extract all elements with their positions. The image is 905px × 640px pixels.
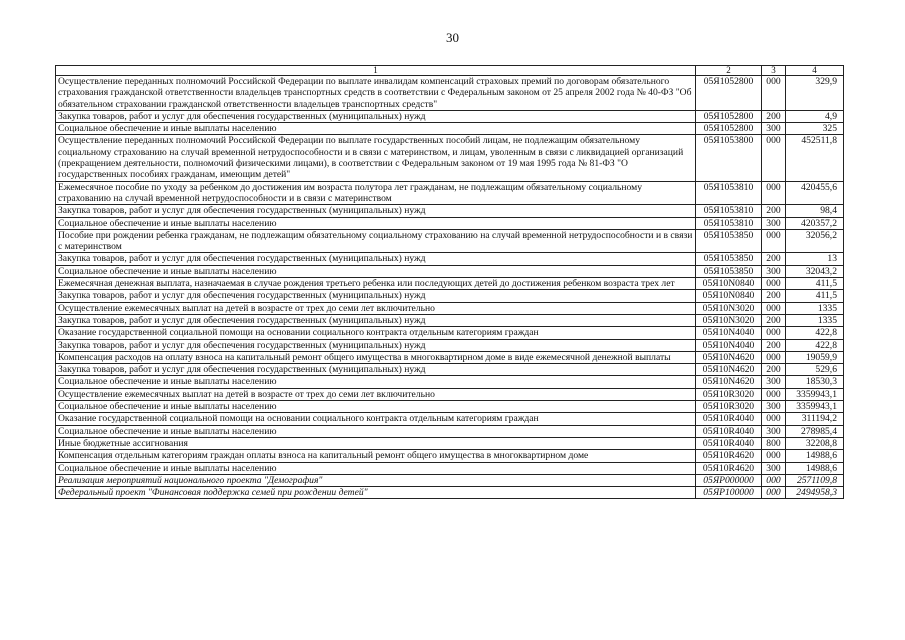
row-amount-cell: 3359943,1 bbox=[786, 388, 844, 400]
table-row bbox=[56, 351, 844, 363]
row-type-cell: 000 bbox=[762, 76, 786, 111]
table-body bbox=[56, 76, 844, 499]
row-type-cell: 800 bbox=[762, 437, 786, 449]
table-row bbox=[56, 425, 844, 437]
row-amount-cell: 1335 bbox=[786, 314, 844, 326]
row-code-cell: 05Я1053850 bbox=[696, 253, 762, 265]
row-name-cell: Иные бюджетные ассигнования bbox=[56, 437, 696, 449]
row-type-cell: 300 bbox=[762, 265, 786, 277]
row-code-cell: 05Я1052800 bbox=[696, 123, 762, 135]
table-row bbox=[56, 229, 844, 253]
table-row bbox=[56, 123, 844, 135]
row-amount-cell: 325 bbox=[786, 123, 844, 135]
row-name-cell: Социальное обеспечение и иные выплаты населению bbox=[56, 425, 696, 437]
row-code-cell: 05Я10R4040 bbox=[696, 425, 762, 437]
row-name-cell: Закупка товаров, работ и услуг для обеспечения государственных (муниципальных) нужд bbox=[56, 290, 696, 302]
row-code-cell: 05Я1052800 bbox=[696, 110, 762, 122]
table-row bbox=[56, 110, 844, 122]
row-code-cell: 05Я10N3020 bbox=[696, 302, 762, 314]
table-row bbox=[56, 437, 844, 449]
row-name-cell: Социальное обеспечение и иные выплаты населению bbox=[56, 376, 696, 388]
row-type-cell: 200 bbox=[762, 364, 786, 376]
row-amount-cell: 18530,3 bbox=[786, 376, 844, 388]
row-amount-cell: 420455,6 bbox=[786, 181, 844, 205]
row-type-cell: 300 bbox=[762, 376, 786, 388]
row-code-cell: 05Я10N0840 bbox=[696, 278, 762, 290]
row-type-cell: 000 bbox=[762, 135, 786, 181]
table-header-row bbox=[56, 66, 844, 76]
row-type-cell: 200 bbox=[762, 205, 786, 217]
row-amount-cell: 420357,2 bbox=[786, 217, 844, 229]
row-type-cell: 000 bbox=[762, 302, 786, 314]
row-code-cell: 05Я1052800 bbox=[696, 76, 762, 111]
table-row bbox=[56, 135, 844, 181]
row-type-cell: 200 bbox=[762, 253, 786, 265]
row-amount-cell: 2571109,8 bbox=[786, 474, 844, 486]
row-code-cell: 05Я1053850 bbox=[696, 229, 762, 253]
header-col-type: 3 bbox=[762, 66, 786, 76]
table-row bbox=[56, 327, 844, 339]
row-amount-cell: 98,4 bbox=[786, 205, 844, 217]
row-code-cell: 05Я1053810 bbox=[696, 217, 762, 229]
row-amount-cell: 32056,2 bbox=[786, 229, 844, 253]
row-name-cell: Осуществление переданных полномочий Российской Федерации по выплате инвалидам компенсаций страховых премий по договорам обязательного страхования гражданской ответственности владельцев транспортных средств в соответствии с Федеральным законом от 25 апреля 2002 года № 40-ФЗ "Об обязательном страховании гражданской ответственности владельцев транспортных средств" bbox=[56, 76, 696, 111]
row-name-cell: Ежемесячная денежная выплата, назначаемая в случае рождения третьего ребенка или последующих детей до достижения ребенком возраста трех лет bbox=[56, 278, 696, 290]
table-row bbox=[56, 474, 844, 486]
table-row bbox=[56, 76, 844, 111]
row-code-cell: 05Я10N4040 bbox=[696, 339, 762, 351]
row-name-cell: Оказание государственной социальной помощи на основании социального контракта отдельным категориям граждан bbox=[56, 413, 696, 425]
row-name-cell: Компенсация расходов на оплату взноса на капитальный ремонт общего имущества в многоквартирном доме в виде ежемесячной денежной выплаты bbox=[56, 351, 696, 363]
row-amount-cell: 452511,8 bbox=[786, 135, 844, 181]
row-code-cell: 05Я10N4620 bbox=[696, 351, 762, 363]
row-code-cell: 05Я10R3020 bbox=[696, 401, 762, 413]
row-name-cell: Социальное обеспечение и иные выплаты населению bbox=[56, 462, 696, 474]
row-name-cell: Компенсация отдельным категориям граждан оплаты взноса на капитальный ремонт общего имущества в многоквартирном доме bbox=[56, 450, 696, 462]
row-amount-cell: 329,9 bbox=[786, 76, 844, 111]
row-amount-cell: 422,8 bbox=[786, 327, 844, 339]
row-name-cell: Оказание государственной социальной помощи на основании социального контракта отдельным категориям граждан bbox=[56, 327, 696, 339]
row-type-cell: 000 bbox=[762, 327, 786, 339]
table-row bbox=[56, 364, 844, 376]
table-row bbox=[56, 302, 844, 314]
table-row bbox=[56, 487, 844, 499]
row-type-cell: 000 bbox=[762, 351, 786, 363]
row-name-cell: Закупка товаров, работ и услуг для обеспечения государственных (муниципальных) нужд bbox=[56, 253, 696, 265]
row-name-cell: Осуществление переданных полномочий Российской Федерации по выплате государственных пособий лицам, не подлежащим обязательному социальному страхованию на случай временной нетрудоспособности и в связи с материнством, и лицам, уволенным в связи с ликвидацией организаций (прекращением деятельности, полномочий физическими лицами), в соответствии с Федеральным законом от 19 мая 1995 года № 81-ФЗ "О государственных пособиях гражданам, имеющим детей" bbox=[56, 135, 696, 181]
row-type-cell: 000 bbox=[762, 181, 786, 205]
row-type-cell: 000 bbox=[762, 413, 786, 425]
row-name-cell: Осуществление ежемесячных выплат на детей в возрасте от трех до семи лет включительно bbox=[56, 388, 696, 400]
row-code-cell: 05Я10R4620 bbox=[696, 462, 762, 474]
budget-table bbox=[55, 65, 844, 499]
row-code-cell: 05Я10N4620 bbox=[696, 376, 762, 388]
row-code-cell: 05Я10R4040 bbox=[696, 413, 762, 425]
row-type-cell: 200 bbox=[762, 314, 786, 326]
row-name-cell: Ежемесячное пособие по уходу за ребенком до достижения им возраста полутора лет гражданам, не подлежащим обязательному социальному страхованию на случай временной нетрудоспособности и в связи с материнством bbox=[56, 181, 696, 205]
table-row bbox=[56, 253, 844, 265]
row-name-cell: Социальное обеспечение и иные выплаты населению bbox=[56, 265, 696, 277]
header-col-amount: 4 bbox=[786, 66, 844, 76]
table-row bbox=[56, 462, 844, 474]
row-name-cell: Социальное обеспечение и иные выплаты населению bbox=[56, 217, 696, 229]
row-type-cell: 300 bbox=[762, 217, 786, 229]
row-amount-cell: 529,6 bbox=[786, 364, 844, 376]
row-type-cell: 000 bbox=[762, 388, 786, 400]
row-name-cell: Закупка товаров, работ и услуг для обеспечения государственных (муниципальных) нужд bbox=[56, 364, 696, 376]
row-code-cell: 05Я1053850 bbox=[696, 265, 762, 277]
row-amount-cell: 32208,8 bbox=[786, 437, 844, 449]
row-amount-cell: 411,5 bbox=[786, 278, 844, 290]
table-row bbox=[56, 278, 844, 290]
table-row bbox=[56, 339, 844, 351]
row-name-cell: Федеральный проект "Финансовая поддержка семей при рождении детей" bbox=[56, 487, 696, 499]
row-type-cell: 300 bbox=[762, 462, 786, 474]
row-code-cell: 05Я10R3020 bbox=[696, 388, 762, 400]
row-name-cell: Социальное обеспечение и иные выплаты населению bbox=[56, 123, 696, 135]
row-type-cell: 300 bbox=[762, 401, 786, 413]
row-amount-cell: 32043,2 bbox=[786, 265, 844, 277]
table-row bbox=[56, 290, 844, 302]
row-code-cell: 05Я10R4620 bbox=[696, 450, 762, 462]
row-amount-cell: 4,9 bbox=[786, 110, 844, 122]
row-amount-cell: 2494958,3 bbox=[786, 487, 844, 499]
row-code-cell: 05Я10N0840 bbox=[696, 290, 762, 302]
table-row bbox=[56, 388, 844, 400]
row-name-cell: Реализация мероприятий национального проекта "Демография" bbox=[56, 474, 696, 486]
table-row bbox=[56, 217, 844, 229]
row-code-cell: 05Я1053810 bbox=[696, 181, 762, 205]
row-amount-cell: 14988,6 bbox=[786, 450, 844, 462]
row-amount-cell: 3359943,1 bbox=[786, 401, 844, 413]
table-row bbox=[56, 314, 844, 326]
row-amount-cell: 1335 bbox=[786, 302, 844, 314]
table-row bbox=[56, 450, 844, 462]
row-code-cell: 05ЯP000000 bbox=[696, 474, 762, 486]
row-name-cell: Закупка товаров, работ и услуг для обеспечения государственных (муниципальных) нужд bbox=[56, 339, 696, 351]
row-type-cell: 200 bbox=[762, 339, 786, 351]
header-col-name: 1 bbox=[56, 66, 696, 76]
row-amount-cell: 14988,6 bbox=[786, 462, 844, 474]
row-type-cell: 000 bbox=[762, 450, 786, 462]
row-code-cell: 05Я10N4620 bbox=[696, 364, 762, 376]
row-type-cell: 000 bbox=[762, 487, 786, 499]
row-code-cell: 05Я10N3020 bbox=[696, 314, 762, 326]
row-type-cell: 300 bbox=[762, 425, 786, 437]
table-row bbox=[56, 265, 844, 277]
row-code-cell: 05Я10R4040 bbox=[696, 437, 762, 449]
table-row bbox=[56, 181, 844, 205]
table-row bbox=[56, 376, 844, 388]
row-name-cell: Пособие при рождении ребенка гражданам, не подлежащим обязательному социальному страхованию на случай временной нетрудоспособности и в связи с материнством bbox=[56, 229, 696, 253]
row-type-cell: 300 bbox=[762, 123, 786, 135]
row-name-cell: Закупка товаров, работ и услуг для обеспечения государственных (муниципальных) нужд bbox=[56, 314, 696, 326]
row-code-cell: 05Я1053810 bbox=[696, 205, 762, 217]
row-code-cell: 05ЯP100000 bbox=[696, 487, 762, 499]
row-amount-cell: 19059,9 bbox=[786, 351, 844, 363]
row-amount-cell: 422,8 bbox=[786, 339, 844, 351]
page-number: 30 bbox=[446, 30, 459, 45]
row-code-cell: 05Я10N4040 bbox=[696, 327, 762, 339]
row-type-cell: 200 bbox=[762, 290, 786, 302]
row-type-cell: 000 bbox=[762, 229, 786, 253]
row-type-cell: 200 bbox=[762, 110, 786, 122]
row-amount-cell: 311194,2 bbox=[786, 413, 844, 425]
row-type-cell: 000 bbox=[762, 474, 786, 486]
row-code-cell: 05Я1053800 bbox=[696, 135, 762, 181]
row-amount-cell: 13 bbox=[786, 253, 844, 265]
row-amount-cell: 411,5 bbox=[786, 290, 844, 302]
table-row bbox=[56, 205, 844, 217]
header-col-code: 2 bbox=[696, 66, 762, 76]
row-name-cell: Осуществление ежемесячных выплат на детей в возрасте от трех до семи лет включительно bbox=[56, 302, 696, 314]
row-name-cell: Закупка товаров, работ и услуг для обеспечения государственных (муниципальных) нужд bbox=[56, 205, 696, 217]
row-name-cell: Социальное обеспечение и иные выплаты населению bbox=[56, 401, 696, 413]
row-amount-cell: 278985,4 bbox=[786, 425, 844, 437]
row-type-cell: 000 bbox=[762, 278, 786, 290]
table-row bbox=[56, 413, 844, 425]
table-row bbox=[56, 401, 844, 413]
row-name-cell: Закупка товаров, работ и услуг для обеспечения государственных (муниципальных) нужд bbox=[56, 110, 696, 122]
